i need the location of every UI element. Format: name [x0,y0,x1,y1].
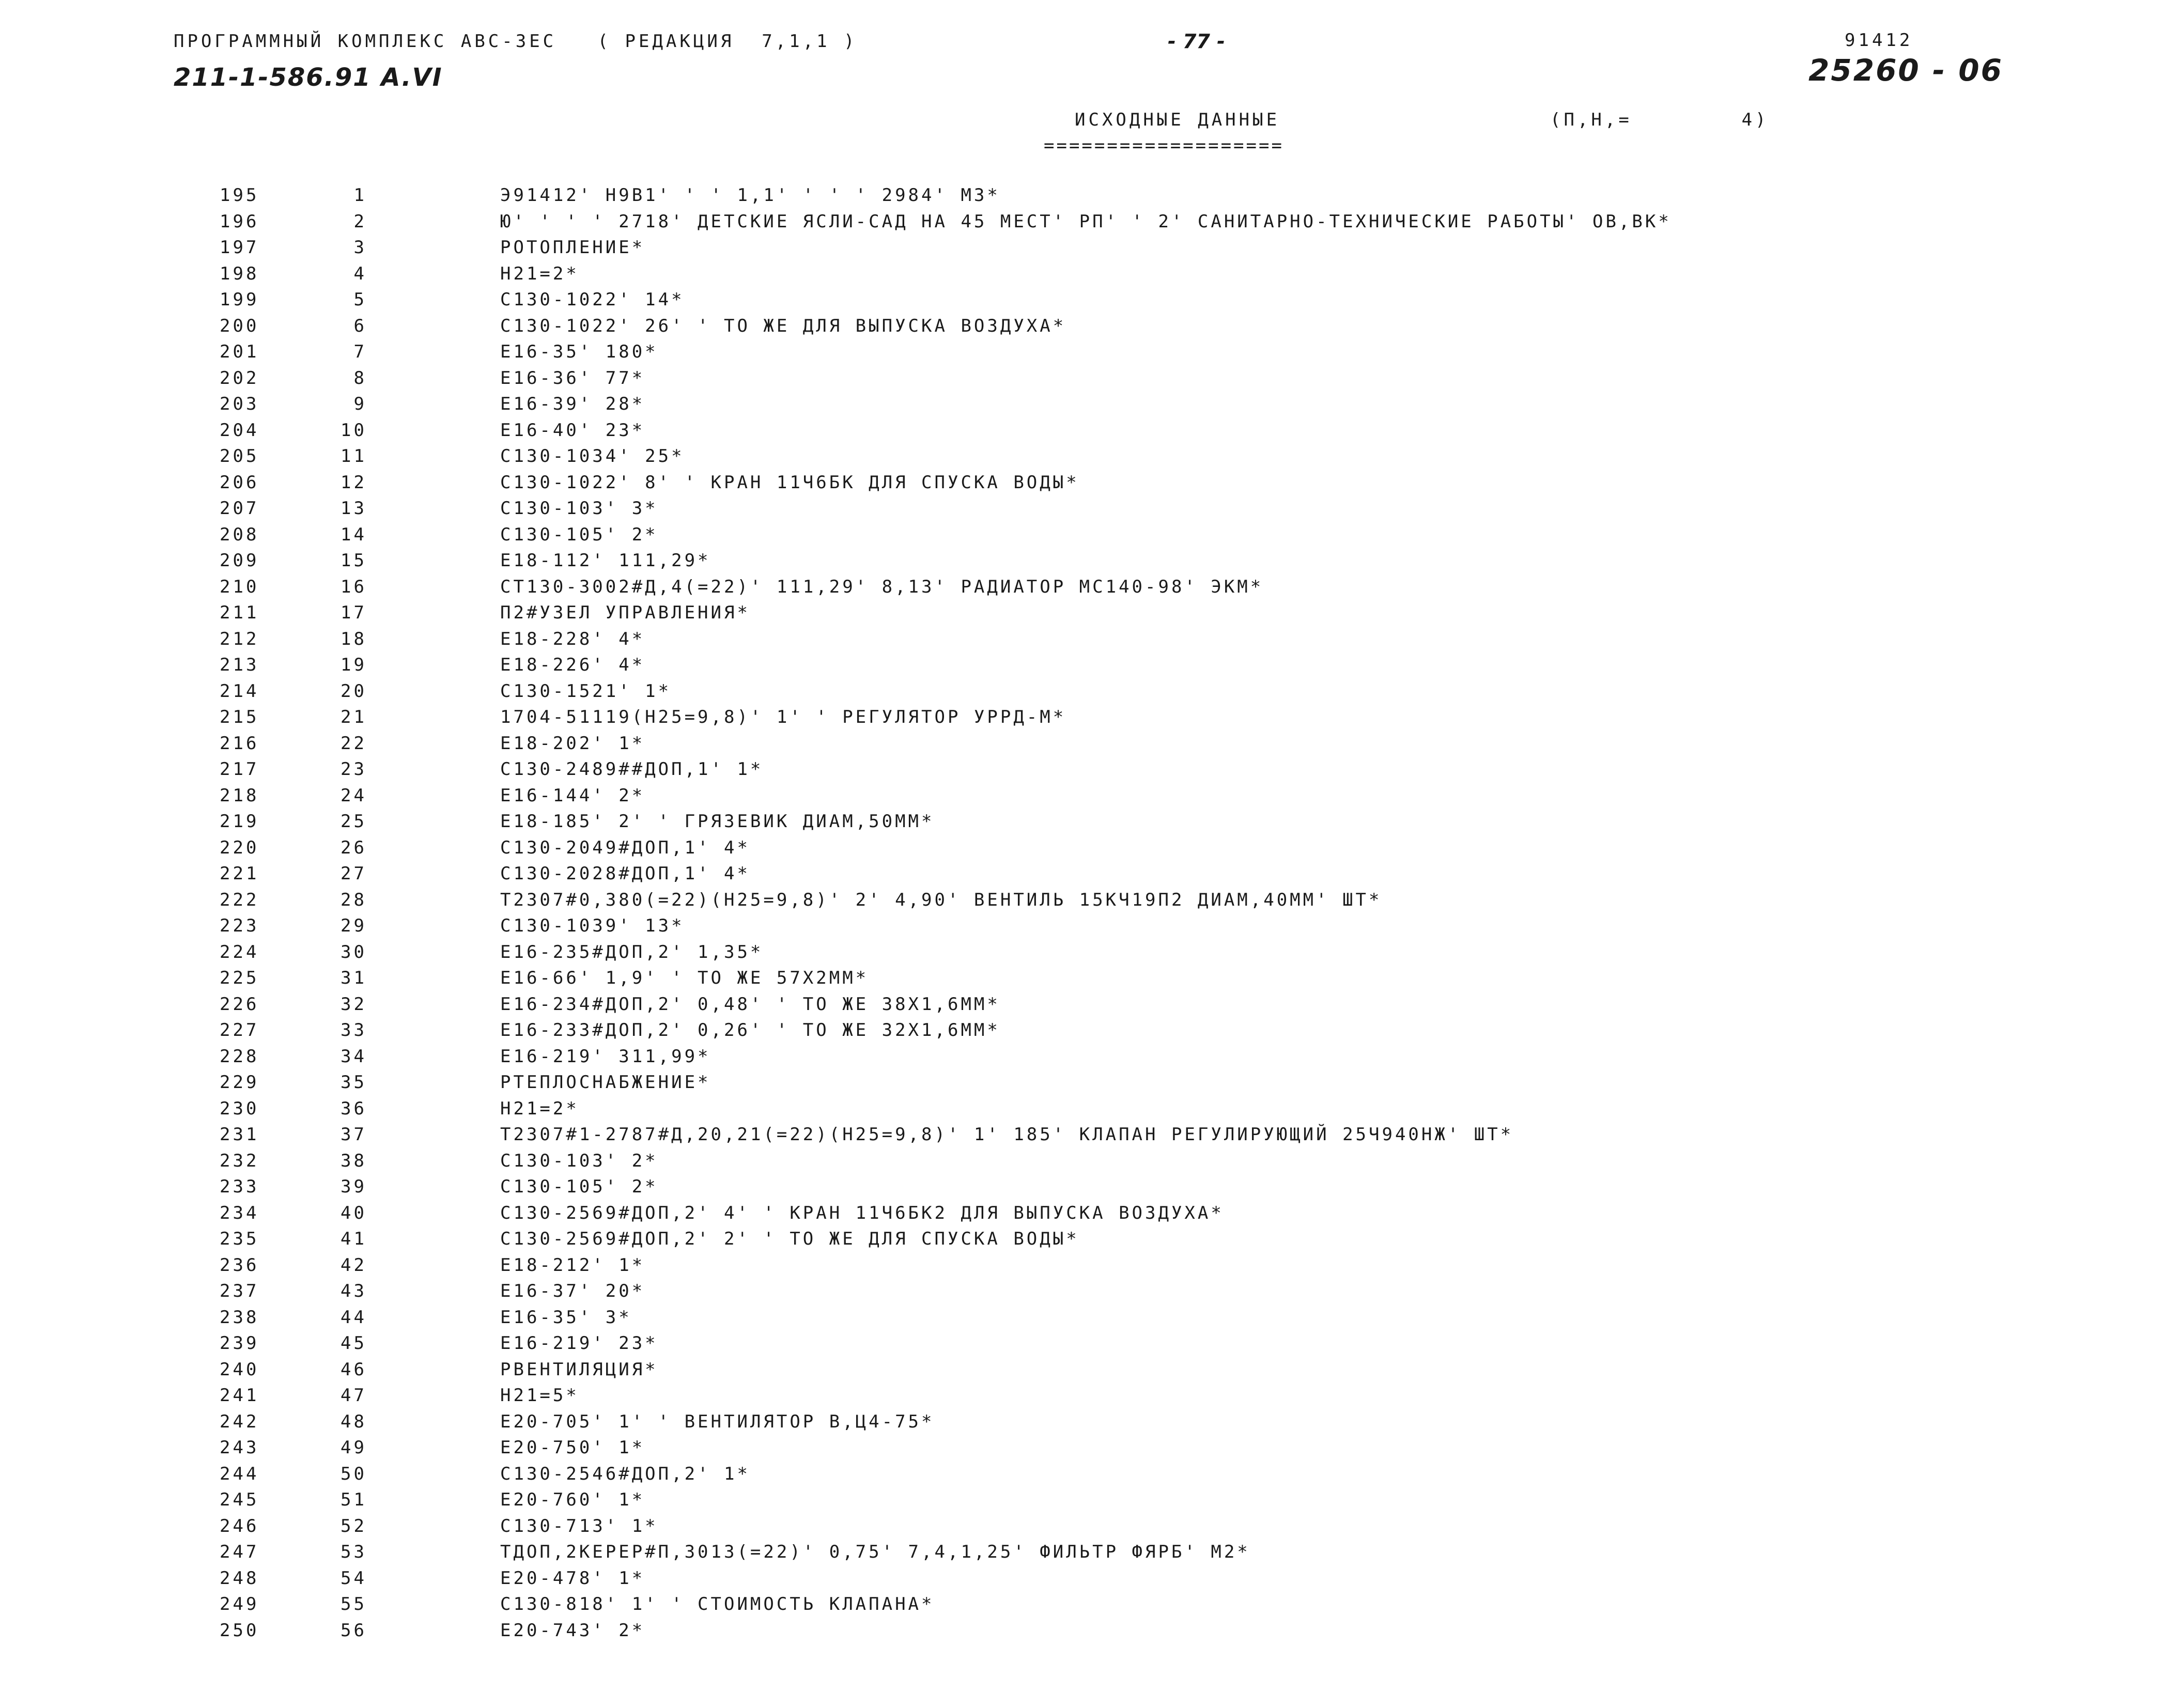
sequence-number: 16 [341,576,367,597]
line-number: 242 [220,1411,259,1432]
line-number: 227 [220,1020,259,1041]
listing-row [0,1464,2166,1490]
record-text: Е16-233#ДОП,2' 0,26' ' ТО ЖЕ 32Х1,6ММ* [500,1020,1000,1041]
listing-row [0,498,2166,524]
sequence-number: 54 [341,1567,367,1589]
sequence-number: 50 [341,1463,367,1484]
record-text: Н21=2* [500,1098,579,1119]
line-number: 220 [220,837,259,858]
record-text: С130-2028#ДОП,1' 4* [500,863,750,884]
line-number: 231 [220,1124,259,1145]
record-text: С130-105' 2* [500,524,658,545]
sequence-number: 32 [341,993,367,1015]
record-text: С130-2569#ДОП,2' 2' ' ТО ЖЕ ДЛЯ СПУСКА ВОДЫ* [500,1229,1079,1249]
sequence-number: 5 [353,289,367,310]
line-number: 230 [220,1098,259,1119]
sequence-number: 25 [341,811,367,832]
listing-row [0,1176,2166,1203]
sequence-number: 11 [341,446,367,467]
sequence-number: 13 [341,498,367,519]
sequence-number: 24 [341,785,367,806]
line-number: 197 [220,237,259,258]
record-text: РТЕПЛОСНАБЖЕНИЕ* [500,1072,711,1093]
line-number: 249 [220,1594,259,1614]
record-text: Е16-234#ДОП,2' 0,48' ' ТО ЖЕ 38Х1,6ММ* [500,993,1000,1015]
line-number: 207 [220,498,259,519]
record-text: Ю' ' ' ' 2718' ДЕТСКИЕ ЯСЛИ-САД НА 45 МЕСТ' РП' ' 2' САНИТАРНО-ТЕХНИЧЕСКИЕ РАБОТЫ' ОВ,ВК* [500,211,1672,232]
record-text: С130-1022' 8' ' КРАН 11Ч6БК ДЛЯ СПУСКА ВОДЫ* [500,472,1079,493]
record-text: Е20-760' 1* [500,1489,645,1510]
listing-row [0,1489,2166,1516]
sequence-number: 30 [341,941,367,962]
document-code: 91412 [1845,30,1913,51]
line-number: 241 [220,1385,259,1406]
listing-row [0,1359,2166,1386]
listing-row [0,1333,2166,1359]
record-text: Е20-478' 1* [500,1567,645,1589]
data-listing [0,185,2166,1646]
record-text: Е16-219' 311,99* [500,1046,711,1067]
sequence-number: 46 [341,1359,367,1380]
sequence-number: 53 [341,1542,367,1562]
record-text: Е16-66' 1,9' ' ТО ЖЕ 57Х2ММ* [500,968,869,988]
record-text: Е20-705' 1' ' ВЕНТИЛЯТОР В,Ц4-75* [500,1411,935,1432]
sequence-number: 39 [341,1176,367,1197]
record-text: Н21=5* [500,1385,579,1406]
line-number: 218 [220,785,259,806]
listing-row [0,1281,2166,1307]
listing-row [0,837,2166,864]
listing-row [0,915,2166,942]
sequence-number: 35 [341,1072,367,1093]
record-text: П2#УЗЕЛ УПРАВЛЕНИЯ* [500,602,750,623]
record-text: Е20-750' 1* [500,1437,645,1458]
line-number: 196 [220,211,259,232]
line-number: 198 [220,263,259,284]
record-text: Т2307#0,380(=22)(Н25=9,8)' 2' 4,90' ВЕНТИЛЬ 15КЧ19П2 ДИАМ,40ММ' ШТ* [500,889,1382,910]
listing-row [0,237,2166,263]
listing-row [0,1594,2166,1620]
line-number: 229 [220,1072,259,1093]
line-number: 226 [220,993,259,1015]
sequence-number: 37 [341,1124,367,1145]
record-text: Е16-235#ДОП,2' 1,35* [500,941,764,962]
record-text: С130-103' 2* [500,1150,658,1171]
listing-row [0,785,2166,812]
sequence-number: 23 [341,759,367,780]
listing-row [0,863,2166,890]
listing-row [0,263,2166,290]
record-text: Е18-212' 1* [500,1254,645,1276]
line-number: 219 [220,811,259,832]
line-number: 236 [220,1254,259,1276]
line-number: 221 [220,863,259,884]
listing-row [0,524,2166,551]
sequence-number: 7 [353,341,367,362]
line-number: 201 [220,341,259,362]
listing-row [0,1411,2166,1438]
sequence-number: 26 [341,837,367,858]
sequence-number: 20 [341,680,367,702]
line-number: 206 [220,472,259,493]
listing-row [0,994,2166,1020]
listing-row [0,316,2166,342]
handwritten-id: 25260 - 06 [1808,53,2003,88]
sequence-number: 45 [341,1333,367,1354]
line-number: 209 [220,550,259,571]
record-text: РВЕНТИЛЯЦИЯ* [500,1359,658,1380]
sequence-number: 56 [341,1620,367,1641]
listing-row [0,577,2166,603]
record-text: С130-818' 1' ' СТОИМОСТЬ КЛАПАНА* [500,1594,935,1614]
sequence-number: 41 [341,1229,367,1249]
sequence-number: 17 [341,602,367,623]
record-text: Е18-228' 4* [500,628,645,649]
record-text: Е18-185' 2' ' ГРЯЗЕВИК ДИАМ,50ММ* [500,811,935,832]
listing-row [0,1020,2166,1046]
listing-row [0,1542,2166,1568]
listing-row [0,759,2166,785]
line-number: 233 [220,1176,259,1197]
sequence-number: 55 [341,1594,367,1614]
line-number: 243 [220,1437,259,1458]
listing-row [0,420,2166,446]
record-text: С130-2049#ДОП,1' 4* [500,837,750,858]
record-text: С130-1022' 26' ' ТО ЖЕ ДЛЯ ВЫПУСКА ВОЗДУХА* [500,315,1066,336]
listing-row [0,1620,2166,1647]
record-text: РОТОПЛЕНИЕ* [500,237,645,258]
sequence-number: 28 [341,889,367,910]
sequence-number: 38 [341,1150,367,1171]
section-title: ИСХОДНЫЕ ДАННЫЕ [1075,110,1280,130]
listing-row [0,1151,2166,1177]
sequence-number: 31 [341,968,367,988]
line-number: 248 [220,1567,259,1589]
listing-row [0,629,2166,655]
listing-row [0,811,2166,837]
line-number: 238 [220,1307,259,1328]
sequence-number: 36 [341,1098,367,1119]
record-text: С130-1022' 14* [500,289,685,310]
sequence-number: 10 [341,420,367,441]
line-number: 240 [220,1359,259,1380]
line-number: 225 [220,968,259,988]
line-number: 199 [220,289,259,310]
listing-row [0,681,2166,707]
sequence-number: 48 [341,1411,367,1432]
listing-row [0,1124,2166,1151]
record-text: С130-1034' 25* [500,446,685,467]
line-number: 195 [220,185,259,206]
record-text: Е16-39' 28* [500,394,645,414]
line-number: 232 [220,1150,259,1171]
line-number: 245 [220,1489,259,1510]
line-number: 214 [220,680,259,702]
sequence-number: 18 [341,628,367,649]
line-number: 237 [220,1281,259,1301]
listing-row [0,1516,2166,1542]
sequence-number: 49 [341,1437,367,1458]
sequence-number: 22 [341,733,367,754]
sequence-number: 43 [341,1281,367,1301]
sequence-number: 12 [341,472,367,493]
listing-row [0,550,2166,577]
sequence-number: 21 [341,707,367,727]
line-number: 239 [220,1333,259,1354]
line-number: 211 [220,602,259,623]
record-text: Т2307#1-2787#Д,20,21(=22)(Н25=9,8)' 1' 185' КЛАПАН РЕГУЛИРУЮЩИЙ 25Ч940НЖ' ШТ* [500,1124,1514,1145]
record-text: Е16-35' 3* [500,1307,632,1328]
record-text: Е16-40' 23* [500,420,645,441]
listing-row [0,446,2166,472]
handwritten-reference: 211-1-586.91 A.VI [174,63,443,92]
line-number: 223 [220,915,259,936]
line-number: 213 [220,655,259,675]
sequence-number: 15 [341,550,367,571]
record-text: Е18-202' 1* [500,733,645,754]
sequence-number: 1 [353,185,367,206]
line-number: 205 [220,446,259,467]
listing-row [0,472,2166,499]
record-text: Е16-36' 77* [500,367,645,389]
record-text: Е18-112' 111,29* [500,550,711,571]
sequence-number: 29 [341,915,367,936]
line-number: 224 [220,941,259,962]
record-text: Е16-144' 2* [500,785,645,806]
record-text: Е16-219' 23* [500,1333,658,1354]
listing-row [0,1568,2166,1594]
listing-row [0,942,2166,968]
listing-row [0,707,2166,733]
sequence-number: 34 [341,1046,367,1067]
page-number: - 77 - [1168,30,1225,53]
listing-row [0,733,2166,759]
line-number: 216 [220,733,259,754]
listing-row [0,1255,2166,1281]
listing-row [0,1072,2166,1098]
line-number: 204 [220,420,259,441]
line-number: 210 [220,576,259,597]
record-text: С130-713' 1* [500,1515,658,1536]
line-number: 222 [220,889,259,910]
record-text: Е16-35' 180* [500,341,658,362]
listing-row [0,602,2166,629]
sequence-number: 14 [341,524,367,545]
line-number: 246 [220,1515,259,1536]
record-text: С130-103' 3* [500,498,658,519]
sequence-number: 9 [353,394,367,414]
listing-row [0,890,2166,916]
line-number: 250 [220,1620,259,1641]
record-text: Е16-37' 20* [500,1281,645,1301]
record-text: С130-1521' 1* [500,680,672,702]
sequence-number: 19 [341,655,367,675]
section-params: (П,Н,= 4) [1550,110,1769,130]
line-number: 202 [220,367,259,389]
listing-row [0,1229,2166,1255]
sequence-number: 6 [353,315,367,336]
listing-row [0,394,2166,420]
sequence-number: 27 [341,863,367,884]
listing-row [0,1046,2166,1073]
sequence-number: 33 [341,1020,367,1041]
record-text: С130-1039' 13* [500,915,685,936]
listing-row [0,1203,2166,1229]
sequence-number: 4 [353,263,367,284]
listing-row [0,968,2166,994]
listing-row [0,211,2166,238]
record-text: С130-2489##ДОП,1' 1* [500,759,764,780]
sequence-number: 3 [353,237,367,258]
sequence-number: 44 [341,1307,367,1328]
sequence-number: 2 [353,211,367,232]
line-number: 247 [220,1542,259,1562]
record-text: ТДОП,2КЕРЕР#П,3013(=22)' 0,75' 7,4,1,25' ФИЛЬТР ФЯРБ' М2* [500,1542,1250,1562]
line-number: 234 [220,1202,259,1223]
listing-row [0,341,2166,368]
line-number: 228 [220,1046,259,1067]
line-number: 217 [220,759,259,780]
sequence-number: 8 [353,367,367,389]
program-title: ПРОГРАММНЫЙ КОМПЛЕКС АВС-ЗЕС ( РЕДАКЦИЯ 7,1,1 ) [174,31,858,52]
listing-row [0,1437,2166,1464]
listing-row [0,1385,2166,1411]
sequence-number: 42 [341,1254,367,1276]
line-number: 200 [220,315,259,336]
record-text: С130-2569#ДОП,2' 4' ' КРАН 11Ч6БК2 ДЛЯ ВЫПУСКА ВОЗДУХА* [500,1202,1224,1223]
record-text: 1704-51119(Н25=9,8)' 1' ' РЕГУЛЯТОР УРРД-М* [500,707,1066,727]
line-number: 208 [220,524,259,545]
listing-row [0,1307,2166,1333]
line-number: 203 [220,394,259,414]
sequence-number: 51 [341,1489,367,1510]
sequence-number: 40 [341,1202,367,1223]
listing-row [0,368,2166,394]
listing-row [0,655,2166,681]
record-text: СТ130-3002#Д,4(=22)' 111,29' 8,13' РАДИАТОР МС140-98' ЭКМ* [500,576,1264,597]
record-text: С130-2546#ДОП,2' 1* [500,1463,750,1484]
listing-row [0,289,2166,316]
line-number: 244 [220,1463,259,1484]
section-underline: =================== [1044,135,1284,156]
record-text: Е18-226' 4* [500,655,645,675]
sequence-number: 52 [341,1515,367,1536]
listing-row [0,1098,2166,1125]
record-text: Э91412' Н9В1' ' ' 1,1' ' ' ' 2984' М3* [500,185,1000,206]
record-text: Е20-743' 2* [500,1620,645,1641]
line-number: 235 [220,1229,259,1249]
line-number: 215 [220,707,259,727]
sequence-number: 47 [341,1385,367,1406]
record-text: Н21=2* [500,263,579,284]
record-text: С130-105' 2* [500,1176,658,1197]
listing-row [0,185,2166,211]
line-number: 212 [220,628,259,649]
